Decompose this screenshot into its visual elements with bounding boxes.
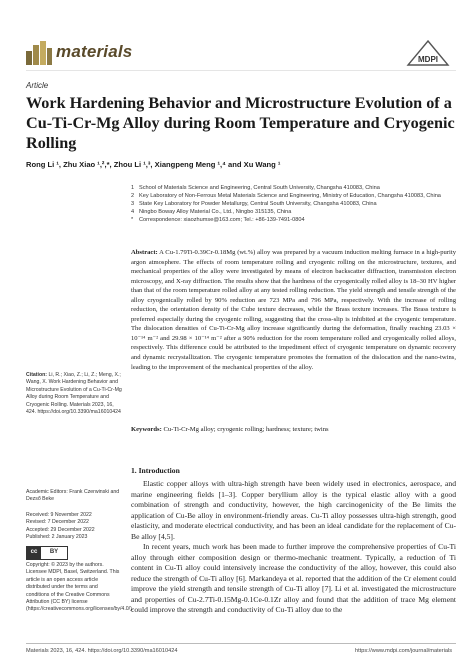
affiliation-item — [131, 200, 456, 208]
affiliation-item — [131, 184, 456, 192]
affiliation-item — [131, 192, 456, 200]
article-title: Work Hardening Behavior and Microstructure Evolution of a Cu-Ti-Cr-Mg Alloy during Room Temperature and Cryogenic Rolling — [26, 94, 455, 152]
license-block — [26, 546, 134, 614]
affiliation-number: 1 — [131, 185, 135, 191]
affiliation-text: State Key Laboratory for Powder Metallurgy, Central South University, Changsha 410083, China — [139, 201, 377, 207]
affiliation-text: School of Materials Science and Engineering, Central South University, Changsha 410083, China — [139, 185, 380, 191]
license-text[interactable]: Copyright: © 2023 by the authors. Licensee MDPI, Basel, Switzerland. This article is an open access article distributed under the terms and conditions of the Creative Commons Attribution (CC BY) license (https://creativecommons.org/licenses/by/4.0/). — [26, 562, 134, 613]
journal-name: materials — [56, 42, 133, 61]
published-date: Published: 2 January 2023 — [26, 534, 88, 541]
materials-logo-icon — [26, 39, 52, 65]
footer-citation[interactable]: Materials 2023, 16, 424. https://doi.org/10.3390/ma16010424 — [26, 648, 178, 654]
introduction-paragraph: Elastic copper alloys with ultra-high strength have been widely used in electronics, aerospace, and marine engineering fields [1–3]. Copper beryllium alloy is the typical elastic alloy with a good combination of strength and conductivity, however, the high carcinogenicity of the Be limits the application of Cu-Be alloy in environment-friendly areas. Cu-Ti alloy possesses ultra-high strength, good elasticity, and moderate electrical conductivity, and has been an ideal candidate for the replacement of Cu-Be alloy [4,5]. — [131, 479, 456, 541]
footer-journal-url[interactable]: https://www.mdpi.com/journal/materials — [355, 648, 452, 654]
keywords-text: Cu-Ti-Cr-Mg alloy; cryogenic rolling; hardness; texture; twins — [163, 426, 329, 433]
citation-text[interactable]: Li, R.; Xiao, Z.; Li, Z.; Meng, X.; Wang, X. Work Hardening Behavior and Microstructure Evolution of a Cu-Ti-Cr-Mg Alloy during Room Temperature and Cryogenic Rolling. Materials 2023, 16, 424. https://doi.org/10.3390/ma16010424 — [26, 372, 122, 416]
affiliation-number: 3 — [131, 201, 135, 207]
article-type: Article — [26, 81, 49, 90]
abstract-label: Abstract: — [131, 249, 158, 256]
academic-editors: Academic Editors: Frank Czerwinski and Dezső Beke — [26, 489, 120, 503]
introduction-heading: 1. Introduction — [131, 466, 180, 475]
introduction-paragraph: In recent years, much work has been made to further improve the comprehensive properties of Cu-Ti alloy through either composition design or thermo-mechanic treatment. Typically, a reduction of Ti content in Cu-Ti alloy could intensively increase the conductivity of the alloy, however, this could also reduce the strength of Cu-Ti alloy [6]. Markandeya et al. reported that the addition of the Cr element could improve the yield strength and tensile strength of Cu-Ti alloy [7]. Li et al. investigated the microstructure and properties of Cu-2.7Ti-0.15Mg-0.1Ce-0.1Zr alloy and found that the addition of trace Mg element could improve the strength and conductivity of Cu-Ti alloy due to the — [131, 542, 456, 614]
keywords — [131, 425, 456, 434]
mdpi-logo-text: MDPI — [418, 55, 438, 64]
affiliation-number: 4 — [131, 209, 135, 215]
introduction-body — [131, 479, 456, 616]
abstract — [131, 248, 456, 372]
mdpi-logo-icon[interactable] — [406, 40, 450, 66]
publication-history — [26, 512, 122, 542]
revised-date: Revised: 7 December 2022 — [26, 519, 89, 526]
received-date: Received: 9 November 2022 — [26, 512, 92, 518]
affiliation-number: 2 — [131, 193, 135, 199]
header-divider — [26, 70, 456, 71]
correspondence-text[interactable]: Correspondence: xiaozhumse@163.com; Tel.: +86-139-7491-0804 — [139, 217, 305, 223]
abstract-text: A Cu-1.79Ti-0.39Cr-0.18Mg (wt.%) alloy was prepared by a vacuum induction melting furnace in a high-purity argon atmosphere. The effects of room temperature rolling and cryogenic rolling on the microstructure, textures, and mechanical properties of the alloy were investigated by means of electron backscatter diffraction, transmission electron microscopy, and X-ray diffraction. The results show that the hardness of the cryogenically rolled alloy is 18–30 HV higher than that of the room temperature rolled alloy at any tested rolling reduction. The yield strength and tensile strength of the alloy cryogenically rolled by 90% reduction are 723 MPa and 796 MPa, respectively. With the increase of rolling reduction, the orientation density of the Cube texture decreases, while the Brass texture increases. The Brass texture is preferred especially during the cryogenic rolling, suggesting that the cross-slip is inhibited at the cryogenic temperature. The dislocation densities of Cu-Ti-Cr-Mg alloy increase significantly during the deformation, finally reaching 23.03 × 10⁻¹⁴ m⁻² and 29.98 × 10⁻¹⁴ m⁻² after a 90% reduction for the room temperature rolled and cryogenically rolled alloys, respectively. This difference could be attributed to the impediment effect of cryogenic temperature on dynamic recovery and dynamic recrystallization. The cryogenic temperature promotes the formation of the dislocation and the nano-twins, leading to the improvement of the mechanical properties of the alloy. — [131, 249, 456, 371]
correspondence-marker: * — [131, 217, 134, 223]
citation-block — [26, 372, 122, 416]
journal-logo[interactable] — [26, 38, 132, 66]
citation-label: Citation: — [26, 372, 48, 378]
affiliations — [131, 184, 456, 224]
by-icon-label: BY — [41, 547, 67, 559]
author-list: Rong Li ¹, Zhu Xiao ¹,²,*, Zhou Li ¹,³, Xiangpeng Meng ¹,⁴ and Xu Wang ¹ — [26, 160, 281, 169]
footer-divider — [26, 643, 456, 644]
affiliation-text: Ningbo Boway Alloy Material Co., Ltd., Ningbo 315135, China — [139, 209, 292, 215]
accepted-date: Accepted: 29 December 2022 — [26, 526, 95, 533]
cc-by-license-icon[interactable] — [26, 546, 68, 560]
affiliation-text: Key Laboratory of Non-Ferrous Metal Materials Science and Engineering, Ministry of Education, Changsha 410083, China — [139, 193, 441, 199]
affiliation-item — [131, 208, 456, 216]
cc-icon-label: cc — [27, 547, 41, 559]
keywords-label: Keywords: — [131, 426, 162, 433]
correspondence[interactable] — [131, 216, 456, 224]
